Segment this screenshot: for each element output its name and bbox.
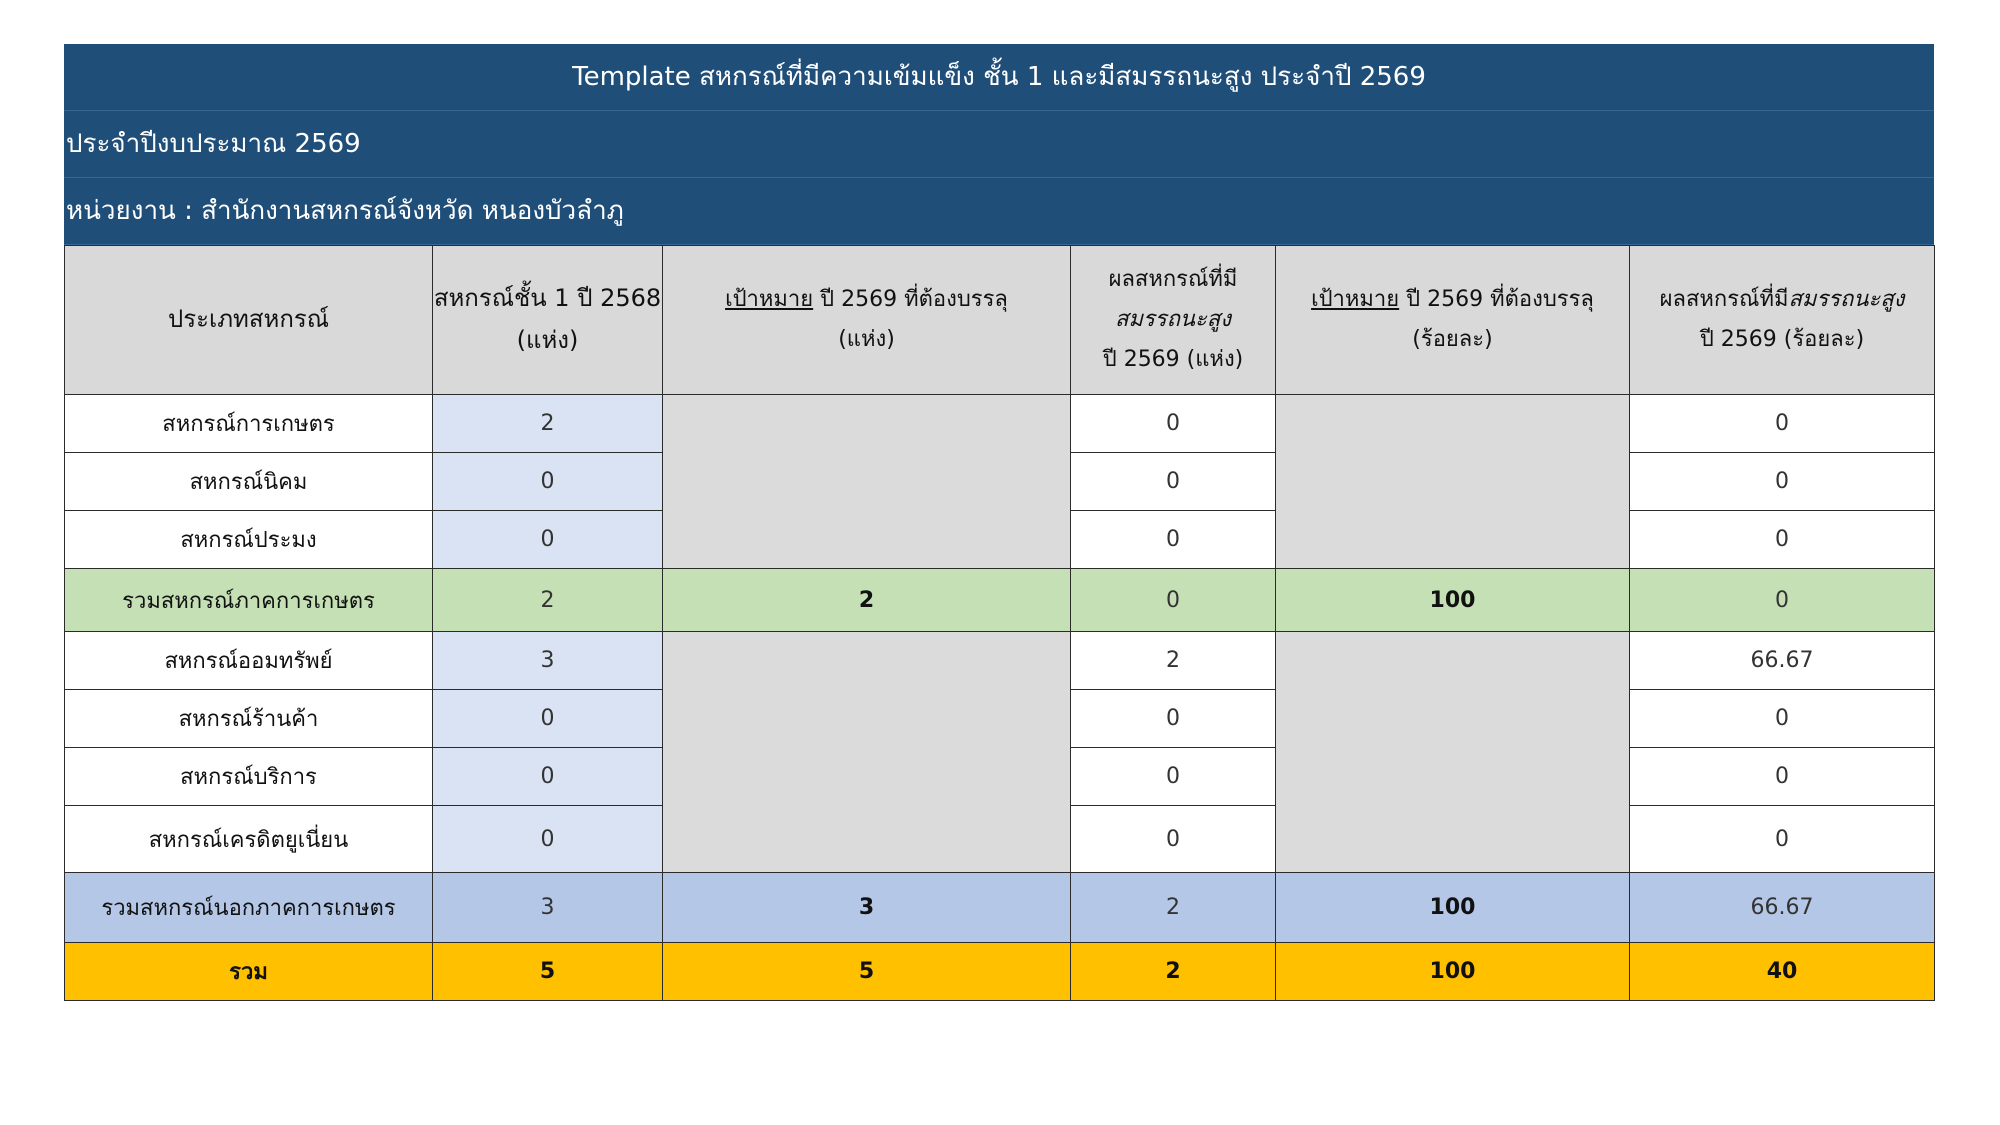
result-units-cell[interactable]: 0	[1071, 395, 1276, 453]
target-pct-cell: 100	[1276, 873, 1630, 943]
class1-cell: 5	[433, 943, 663, 1001]
result-units-cell[interactable]: 0	[1071, 511, 1276, 569]
row-name: รวมสหกรณ์ภาคการเกษตร	[65, 569, 433, 632]
class1-cell: 3	[433, 873, 663, 943]
result-pct-cell: 66.67	[1630, 632, 1935, 690]
row-name: รวมสหกรณ์นอกภาคการเกษตร	[65, 873, 433, 943]
class1-cell[interactable]: 0	[433, 690, 663, 748]
target-units-cell[interactable]: 2	[663, 569, 1071, 632]
header-class1: สหกรณ์ชั้น 1 ปี 2568 (แห่ง)	[433, 246, 663, 395]
header-target-pct: เป้าหมาย ปี 2569 ที่ต้องบรรลุ (ร้อยละ)	[1276, 246, 1630, 395]
row-name: สหกรณ์ร้านค้า	[65, 690, 433, 748]
target-pct-cell: 100	[1276, 569, 1630, 632]
class1-cell[interactable]: 3	[433, 632, 663, 690]
target-units-merged	[663, 632, 1071, 873]
header-row	[65, 246, 1935, 395]
header-result-pct: ผลสหกรณ์ที่มีสมรรถนะสูง ปี 2569 (ร้อยละ)	[1630, 246, 1935, 395]
result-pct-cell: 40	[1630, 943, 1935, 1001]
target-pct-merged	[1276, 632, 1630, 873]
row-name: สหกรณ์ออมทรัพย์	[65, 632, 433, 690]
result-pct-cell: 66.67	[1630, 873, 1935, 943]
fiscal-year-line: ประจำปีงบประมาณ 2569	[64, 111, 1934, 178]
row-name: สหกรณ์ประมง	[65, 511, 433, 569]
agri-subtotal-row	[65, 569, 1935, 632]
result-units-cell[interactable]: 0	[1071, 748, 1276, 806]
class1-cell: 2	[433, 569, 663, 632]
result-pct-cell: 0	[1630, 806, 1935, 873]
result-units-cell[interactable]: 0	[1071, 690, 1276, 748]
result-units-cell[interactable]: 2	[1071, 632, 1276, 690]
class1-cell[interactable]: 2	[433, 395, 663, 453]
result-pct-cell: 0	[1630, 395, 1935, 453]
result-units-cell: 2	[1071, 873, 1276, 943]
row-name: สหกรณ์บริการ	[65, 748, 433, 806]
row-name: สหกรณ์การเกษตร	[65, 395, 433, 453]
target-units-cell: 5	[663, 943, 1071, 1001]
cooperative-table	[64, 245, 1935, 1001]
agency-line: หน่วยงาน : สำนักงานสหกรณ์จังหวัด หนองบัวลำภู	[64, 178, 1934, 245]
result-pct-cell: 0	[1630, 569, 1935, 632]
header-result-units: ผลสหกรณ์ที่มี สมรรถนะสูง ปี 2569 (แห่ง)	[1071, 246, 1276, 395]
class1-cell[interactable]: 0	[433, 511, 663, 569]
grand-total-row	[65, 943, 1935, 1001]
report-title: Template สหกรณ์ที่มีความเข้มแข็ง ชั้น 1 และมีสมรรถนะสูง ประจำปี 2569	[64, 44, 1934, 111]
result-units-cell: 2	[1071, 943, 1276, 1001]
target-units-cell[interactable]: 3	[663, 873, 1071, 943]
target-pct-merged	[1276, 395, 1630, 569]
result-pct-cell: 0	[1630, 453, 1935, 511]
row-name: รวม	[65, 943, 433, 1001]
result-units-cell: 0	[1071, 569, 1276, 632]
result-units-cell[interactable]: 0	[1071, 806, 1276, 873]
header-type: ประเภทสหกรณ์	[65, 246, 433, 395]
target-pct-cell: 100	[1276, 943, 1630, 1001]
table-row	[65, 395, 1935, 453]
table-row	[65, 632, 1935, 690]
result-pct-cell: 0	[1630, 511, 1935, 569]
result-pct-cell: 0	[1630, 690, 1935, 748]
class1-cell[interactable]: 0	[433, 453, 663, 511]
report-sheet	[64, 44, 1934, 1001]
row-name: สหกรณ์เครดิตยูเนี่ยน	[65, 806, 433, 873]
row-name: สหกรณ์นิคม	[65, 453, 433, 511]
class1-cell[interactable]: 0	[433, 748, 663, 806]
header-target-units: เป้าหมาย ปี 2569 ที่ต้องบรรลุ (แห่ง)	[663, 246, 1071, 395]
target-units-merged	[663, 395, 1071, 569]
nonagri-subtotal-row	[65, 873, 1935, 943]
result-pct-cell: 0	[1630, 748, 1935, 806]
class1-cell[interactable]: 0	[433, 806, 663, 873]
result-units-cell[interactable]: 0	[1071, 453, 1276, 511]
